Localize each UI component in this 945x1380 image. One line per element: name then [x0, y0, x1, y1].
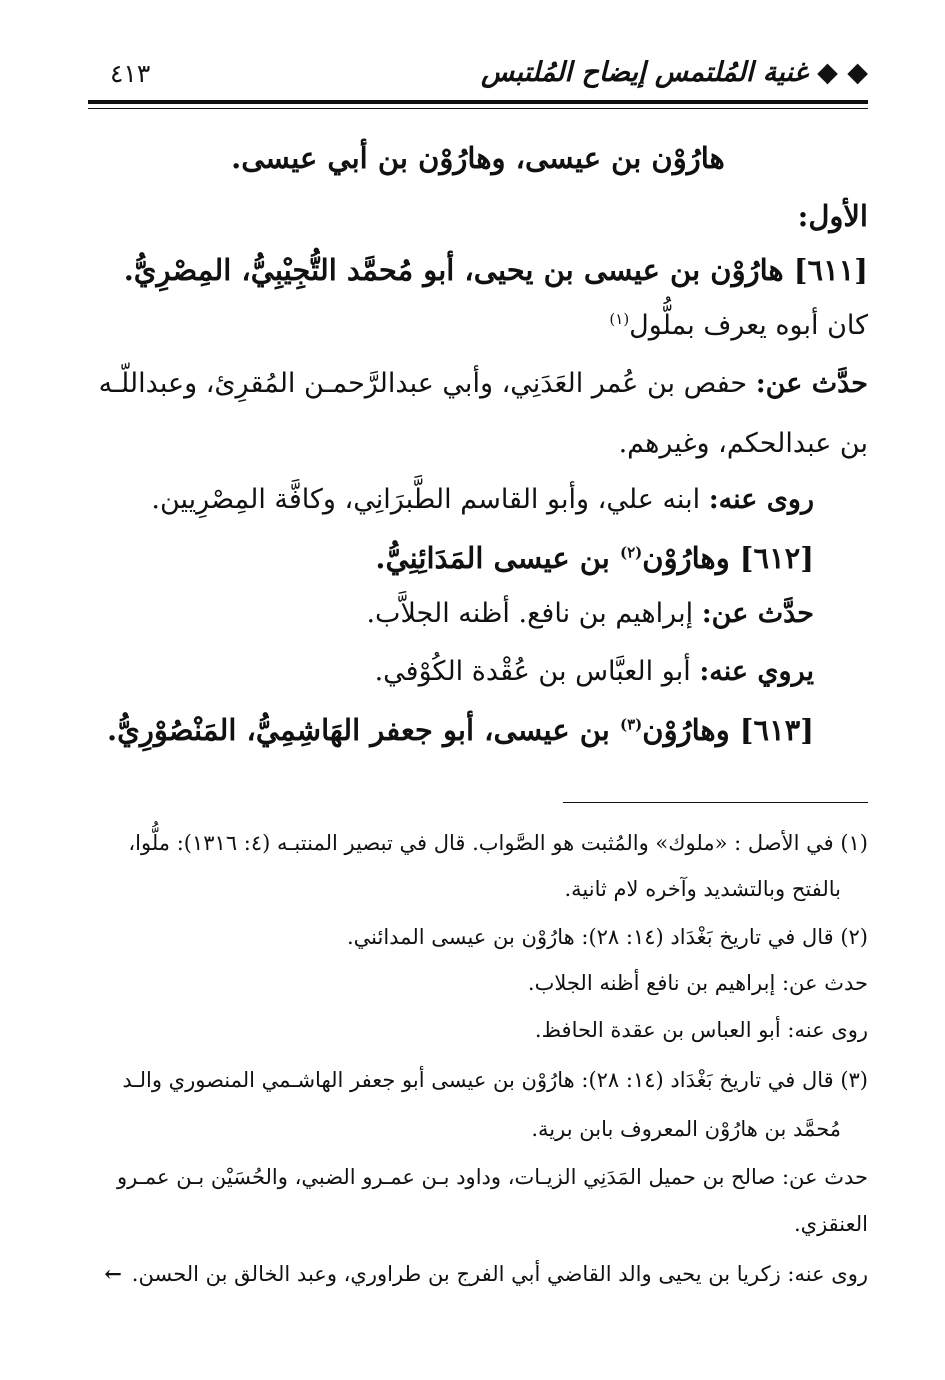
running-title: ◆ ◆ غنية المُلتمس إيضاح المُلتبس	[481, 57, 868, 88]
entry-613-title	[107, 710, 814, 750]
yarwi-text: أبو العبَّاس بن عُقْدة الكُوْفي.	[374, 656, 691, 687]
footnote-1-line-2: بالفتح وبالتشديد وآخره لام ثانية.	[564, 877, 841, 901]
footnote-3-line-4: العنقزي.	[793, 1212, 868, 1236]
entry-612-title-b: بن عيسى المَدَائِنِيُّ.	[375, 541, 610, 575]
entry-611-title: [٦١١] هارُوْن بن عيسى بن يحيى، أبو مُحمَّد التُّجِيْبِيُّ، المِصْرِيُّ.	[123, 253, 868, 287]
entry-613-title-b: بن عيسى، أبو جعفر الهَاشِمِيُّ، المَنْصُوْرِيُّ.	[107, 713, 610, 747]
hadath-text: حفص بن عُمر العَدَنِي، وأبي عبدالرَّحمـن المُقرِئ، وعبداللّـه	[98, 368, 748, 399]
rawa-label: روى عنه:	[708, 484, 814, 515]
rawa-text: ابنه علي، وأبو القاسم الطَّبرَانِي، وكافَّة المِصْرِيين.	[151, 484, 701, 515]
hadath-label: حدَّث عن:	[701, 598, 814, 629]
header-rule-thin	[88, 108, 868, 109]
footnote-ref-1: (١)	[609, 310, 630, 328]
footnote-ref-2: (٢)	[619, 543, 643, 562]
yarwi-label: يروي عنه:	[699, 656, 814, 687]
continue-arrow-icon: ←	[104, 1261, 122, 1286]
entry-612-hadath	[366, 594, 814, 634]
footnote-3-line-1: (٣) قال في تاريخ بَغْدَاد (١٤: ٢٨): هارُوْن بن عيسى أبو جعفر الهاشـمي المنصوري والـد	[122, 1068, 868, 1092]
entry-611-note	[609, 306, 868, 346]
footnote-1-line-1: (١) في الأصل : «ملوك» والمُثبت هو الصَّواب. قال في تبصير المنتبـه (٤: ١٣١٦): ملُّوا،	[128, 831, 868, 855]
footnote-3-line-2: مُحمَّد بن هارُوْن المعروف بابن برية.	[531, 1117, 841, 1141]
entry-611-hadath-cont: بن عبدالحكم، وغيرهم.	[618, 428, 868, 459]
page-number: ٤١٣	[110, 59, 151, 88]
footnote-2-line-3: روى عنه: أبو العباس بن عقدة الحافظ.	[534, 1018, 868, 1042]
hadath-text: إبراهيم بن نافع. أظنه الجلاَّب.	[366, 598, 694, 629]
footnote-2-line-1: (٢) قال في تاريخ بَغْدَاد (١٤: ٢٨): هارُوْن بن عيسى المدائني.	[346, 925, 868, 949]
entry-611-note-text: كان أبوه يعرف بملُّول	[629, 310, 868, 341]
hadath-label: حدَّث عن:	[755, 368, 868, 399]
first-label: الأول:	[797, 199, 868, 233]
footnote-separator	[563, 802, 868, 803]
footnote-ref-3: (٣)	[619, 715, 643, 734]
entry-612-yarwi	[375, 652, 814, 692]
page-header	[88, 55, 868, 99]
section-heading: هارُوْن بن عيسى، وهارُوْن بن أبي عيسى.	[231, 141, 725, 175]
footnote-3-line-3: حدث عن: صالح بن حميل المَدَنِي الزيـات، وداود بـن عمـرو الضبي، والحُسَيْن بـن عمـرو	[117, 1165, 868, 1189]
footnote-3-line-5	[104, 1257, 868, 1291]
entry-611-rawa	[151, 480, 814, 520]
entry-612-title	[375, 538, 814, 578]
header-rule-thick	[88, 100, 868, 104]
footnote-2-line-2: حدث عن: إبراهيم بن نافع أظنه الجلاب.	[527, 971, 868, 995]
footnote-3-line-5-text: روى عنه: زكريا بن يحيى والد القاضي أبي الفرج بن طراوري، وعبد الخالق بن الحسن.	[131, 1262, 868, 1286]
entry-611-hadath	[99, 364, 868, 404]
entry-612-title-a: [٦١٢] وهارُوْن	[642, 541, 814, 575]
entry-613-title-a: [٦١٣] وهارُوْن	[642, 713, 814, 747]
